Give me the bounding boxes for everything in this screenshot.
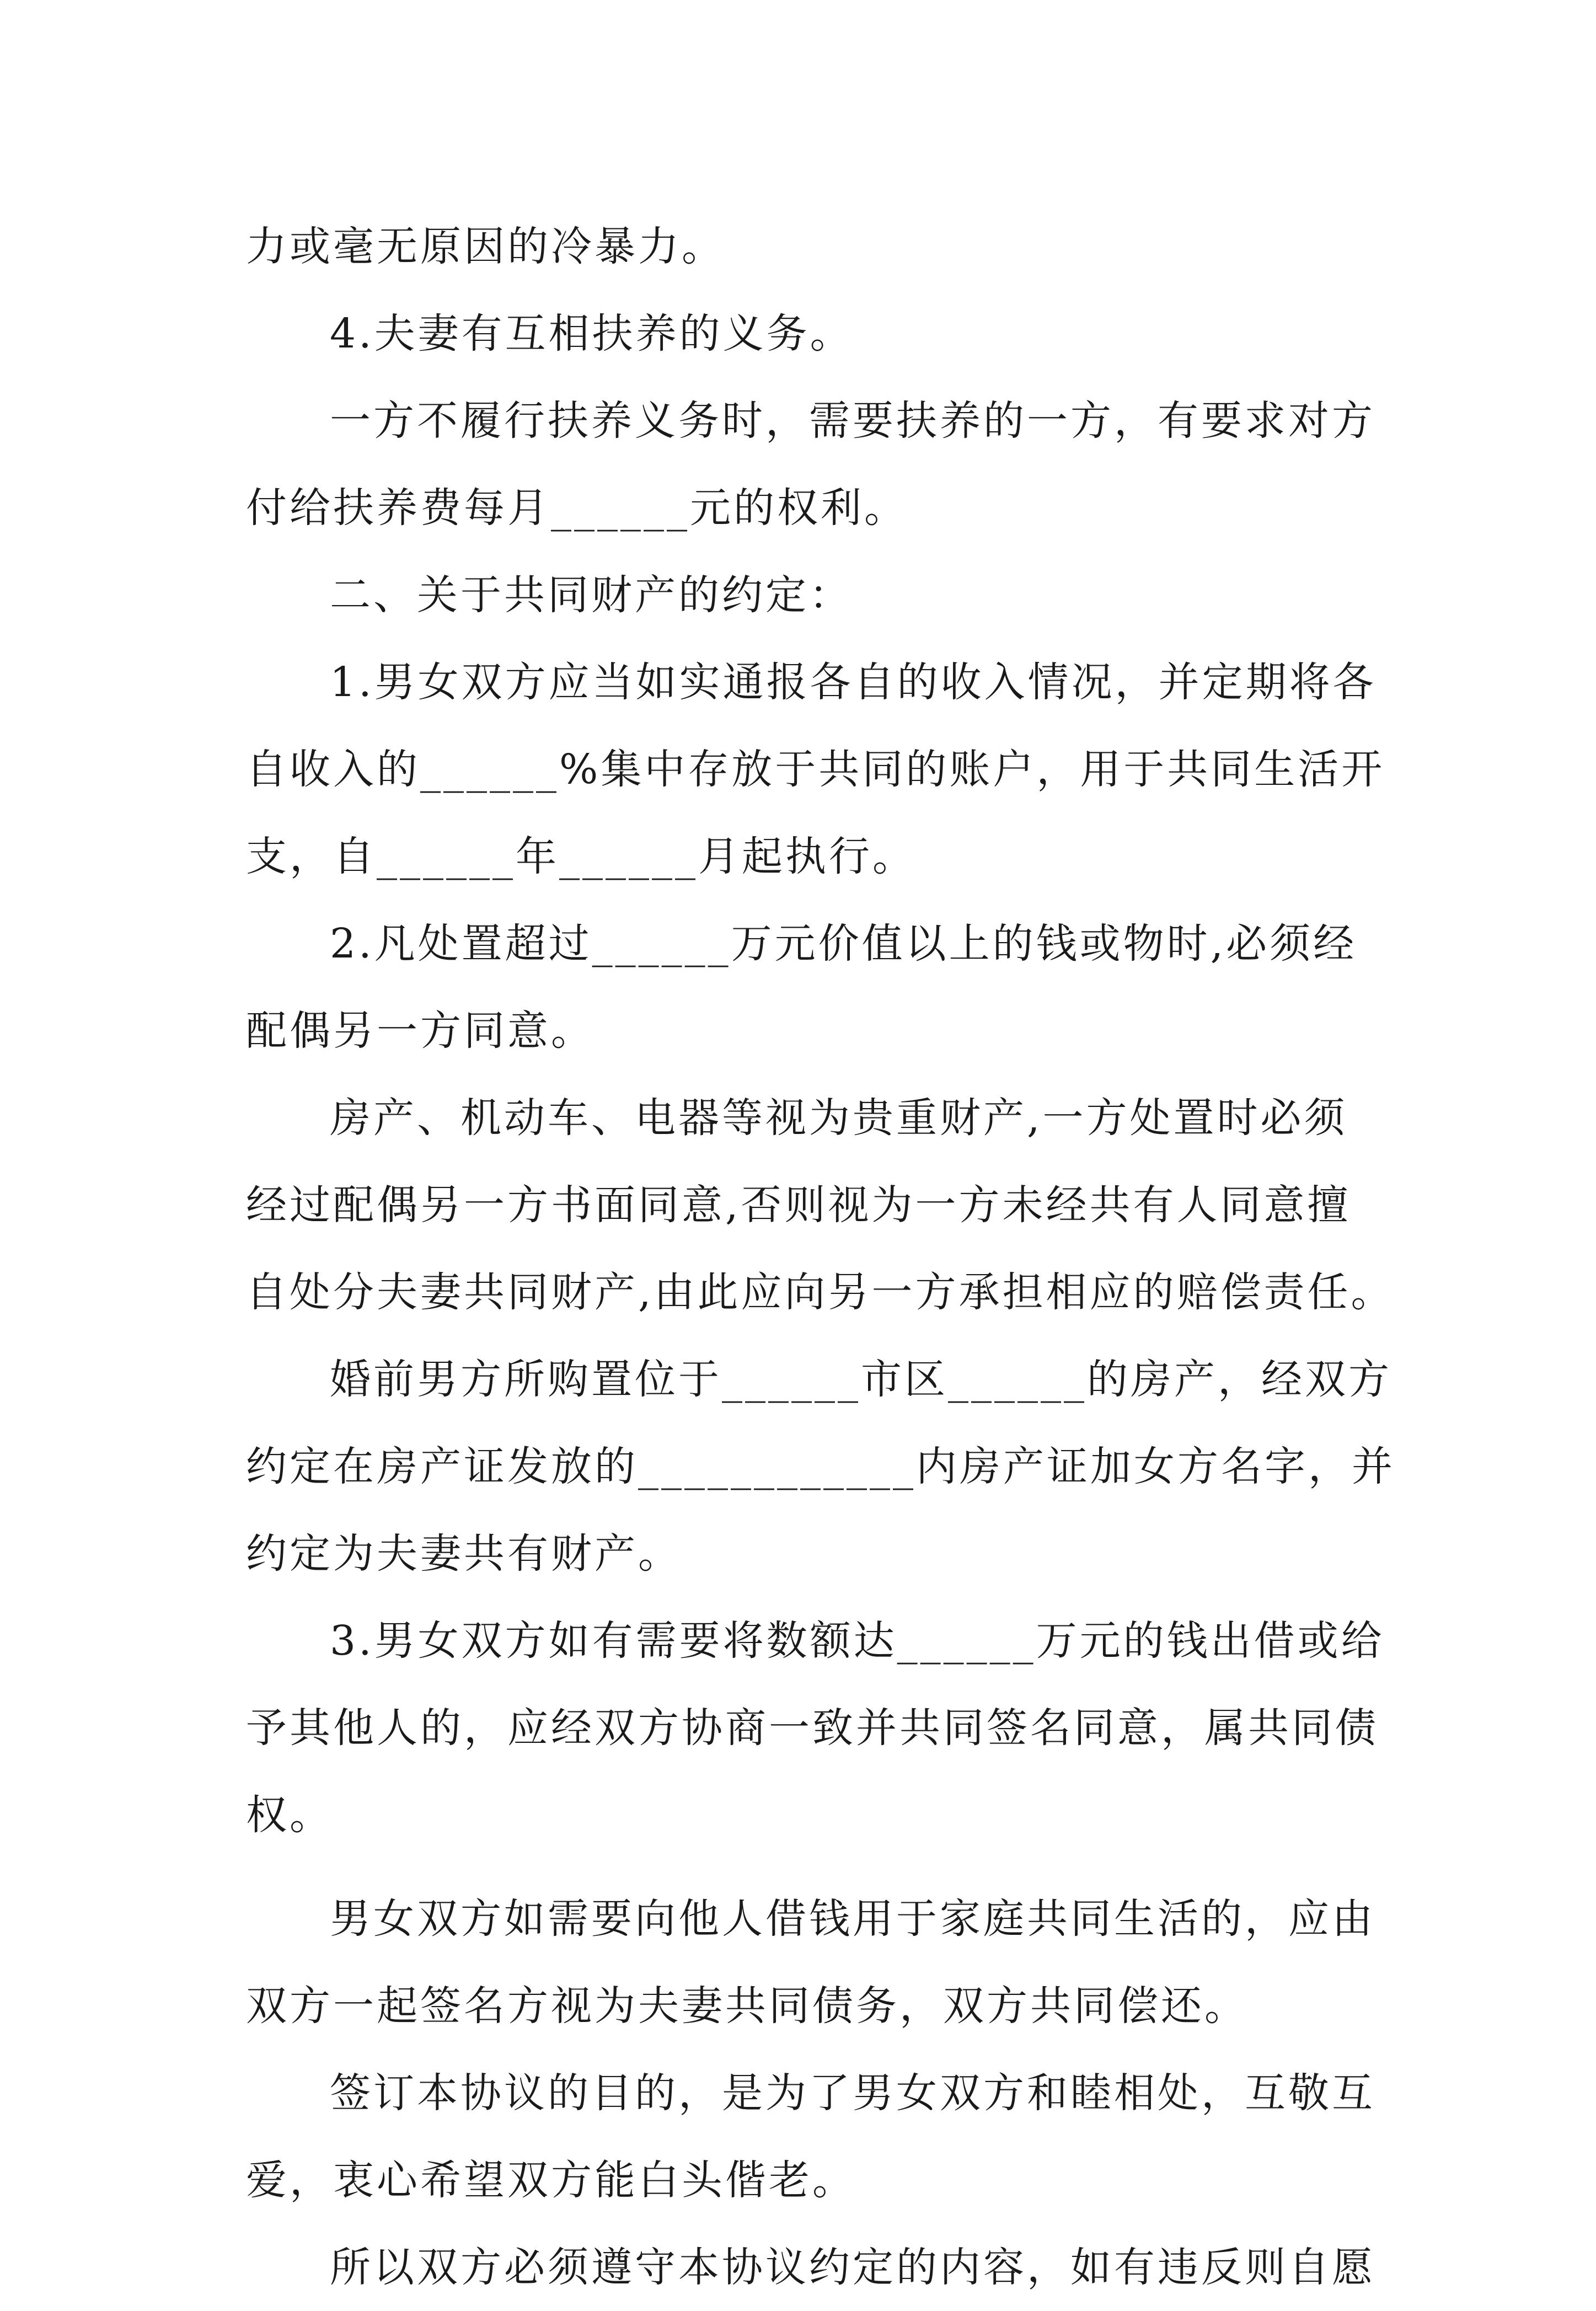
text-line: 双方一起签名方视为夫妻共同债务，双方共同偿还。: [246, 1982, 1248, 2030]
text-line: 房产、机动车、电器等视为贵重财产,一方处置时必须: [330, 1094, 1348, 1142]
text-line: 自处分夫妻共同财产,由此应向另一方承担相应的赔偿责任。: [246, 1269, 1395, 1316]
text-line: 予其他人的，应经双方协商一致并共同签名同意，属共同债: [246, 1704, 1379, 1752]
text-line: 自收入的______%集中存放于共同的账户，用于共同生活开: [246, 746, 1385, 793]
text-line: 权。: [246, 1791, 333, 1839]
clause-1-line: 1.男女双方应当如实通报各自的收入情况，并定期将各: [330, 659, 1377, 706]
text-line: 约定在房产证发放的____________内房产证加女方名字，并: [246, 1443, 1395, 1490]
text-line: 经过配偶另一方书面同意,否则视为一方未经共有人同意擅: [246, 1181, 1351, 1229]
text-line: 付给扶养费每月______元的权利。: [246, 484, 908, 532]
text-line: 签订本协议的目的，是为了男女双方和睦相处，互敬互: [330, 2069, 1375, 2117]
agreement-body: [246, 203, 1395, 2311]
text-line: 婚前男方所购置位于______市区______的房产，经双方: [330, 1356, 1392, 1403]
clause-2-line: 2.凡处置超过______万元价值以上的钱或物时,必须经: [330, 920, 1357, 967]
text-line: 一方不履行扶养义务时，需要扶养的一方，有要求对方: [330, 397, 1375, 445]
text-line: 力或毫无原因的冷暴力。: [246, 223, 725, 270]
text-line: 所以双方必须遵守本协议约定的内容，如有违反则自愿: [330, 2244, 1375, 2291]
text-line: 支，自______年______月起执行。: [246, 833, 916, 880]
text-line: 男女双方如需要向他人借钱用于家庭共同生活的，应由: [330, 1895, 1375, 1943]
text-line: 约定为夫妻共有财产。: [246, 1530, 682, 1577]
text-line: 配偶另一方同意。: [246, 1007, 595, 1055]
section-2-heading: 二、关于共同财产的约定：: [330, 571, 853, 619]
clause-3-line: 3.男女双方如有需要将数额达______万元的钱出借或给: [330, 1617, 1385, 1665]
text-line: 爱，衷心希望双方能白头偕老。: [246, 2157, 856, 2204]
clause-4-heading: 4.夫妻有互相扶养的义务。: [330, 310, 854, 357]
